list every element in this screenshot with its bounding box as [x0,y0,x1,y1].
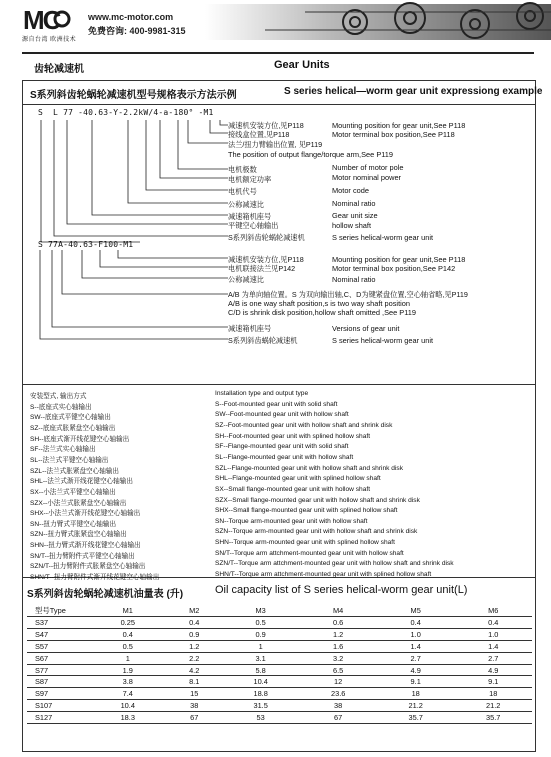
column-header: M1 [89,605,167,617]
mounting-type-en: SF--Flange-mounted gear unit with solid shaft [215,443,349,451]
mounting-type-zh: SZ--底座式胀紧盘空心轴输出 [30,424,116,432]
table-row [27,700,532,712]
logo-subtitle: 源自台湾 欧洲技术 [22,37,77,43]
model-code-example-1: S L 77 -40.63-Y-2.2kW/4-a-180° -M1 [38,108,214,117]
page-title-zh: 齿轮减速机 [34,64,84,75]
oil-value-cell: 67 [167,712,222,724]
model-section-title-en: S series helical—worm gear unit expressiong example [284,86,543,97]
oil-value-cell: 18 [454,688,532,700]
mounting-type-en: SZL--Flange-mounted gear unit with hollow shaft and shrink disk [215,464,404,472]
mounting-type-zh: SF--法兰式实心轴输出 [30,446,96,454]
oil-value-cell: 21.2 [377,700,455,712]
label-zh: 公称减速比 [228,200,264,209]
mounting-type-zh: SL--法兰式平键空心轴输出 [30,456,109,464]
label-zh: 电机极数 [228,165,257,174]
mounting-type-en: SZX--Small flange-mounted gear unit with hollow shaft and shrink disk [215,496,420,504]
label-zh: 减速机安装方位,见P118 [228,255,304,264]
oil-value-cell: 3.1 [222,652,300,664]
mounting-type-zh: SHN/T--扭力臂附件式渐开线花键空心轴输出 [30,574,160,582]
oil-value-cell: 7.4 [89,688,167,700]
column-header: M2 [167,605,222,617]
label-en: Mounting position for gear unit,See P118 [332,121,466,130]
label-en: hollow shaft [332,221,372,230]
oil-value-cell: 2.2 [167,652,222,664]
mounting-type-zh: SHL--法兰式渐开线花键空心轴输出 [30,478,133,486]
mounting-type-en: SHX--Small flange-mounted gear unit with splined hollow shaft [215,507,398,515]
oil-value-cell: 15 [167,688,222,700]
oil-value-cell: 2.7 [454,652,532,664]
mounting-type-en: SL--Flange-mounted gear unit with hollow shaft [215,453,354,461]
mounting-type-zh: 安装型式, 输出方式 [30,393,87,400]
page-title-en: Gear Units [274,59,330,71]
oil-value-cell: 23.6 [299,688,377,700]
column-header: 型号Type [27,605,89,617]
label-en: The position of output flange/torque arm,See P119 [228,150,394,159]
model-cell: S67 [27,652,89,664]
oil-value-cell: 4.2 [167,664,222,676]
oil-value-cell: 1.2 [167,640,222,652]
oil-value-cell: 0.9 [167,628,222,640]
oil-value-cell: 8.1 [167,676,222,688]
website-url[interactable]: www.mc-motor.com [88,12,174,22]
mounting-type-zh: SN--扭力臂式平键空心轴输出 [30,520,117,528]
oil-value-cell: 35.7 [454,712,532,724]
mounting-type-en: SZ--Foot-mounted gear unit with hollow shaft and shrink disk [215,421,393,429]
oil-value-cell: 31.5 [222,700,300,712]
oil-value-cell: 1.6 [299,640,377,652]
table-row [27,688,532,700]
mounting-type-zh: SZX--小法兰式胀紧盘空心轴输出 [30,499,127,507]
oil-value-cell: 1.0 [454,628,532,640]
mounting-type-en: S--Foot-mounted gear unit with solid shaft [215,400,338,408]
label-en: Motor code [332,186,369,195]
phone-number: 免费咨询: 400-9981-315 [88,26,186,36]
oil-value-cell: 1 [89,652,167,664]
oil-value-cell: 6.5 [299,664,377,676]
model-cell: S87 [27,676,89,688]
model-cell: S37 [27,617,89,629]
table-row [27,712,532,724]
model-cell: S97 [27,688,89,700]
label-zh: 电机代号 [228,187,257,196]
mounting-type-zh: SZN/T--扭力臂附件式胀紧盘空心轴输出 [30,563,146,571]
oil-value-cell: 1.2 [299,628,377,640]
mounting-type-en: SHN--Torque arm-mounted gear unit with splined hollow shaft [215,539,395,547]
mounting-type-zh: SH--底座式渐开线花键空心轴输出 [30,435,130,443]
oil-value-cell: 0.4 [167,617,222,629]
oil-table-title-zh: S系列斜齿轮蜗轮减速机油量表 (升) [27,589,184,600]
oil-value-cell: 1.0 [377,628,455,640]
oil-value-cell: 1.4 [377,640,455,652]
mounting-type-zh: SHN--扭力臂式渐开线花键空心轴输出 [30,542,141,550]
oil-value-cell: 38 [299,700,377,712]
oil-value-cell: 18.3 [89,712,167,724]
oil-value-cell: 53 [222,712,300,724]
model-code-example-2: S 77A-40.63-F100-M1 [38,240,134,249]
mounting-type-en: SH--Foot-mounted gear unit with splined hollow shaft [215,432,371,440]
label-zh: S系列斜齿轮蜗轮减速机 [228,233,305,242]
oil-table-title-en: Oil capacity list of S series helical-worm gear unit(L) [215,584,468,596]
oil-value-cell: 9.1 [377,676,455,688]
label-zh: 电机额定功率 [228,175,272,184]
oil-value-cell: 38 [167,700,222,712]
oil-value-cell: 21.2 [454,700,532,712]
label-zh: 法兰/扭力臂输出位置, 见P119 [228,140,323,149]
mounting-type-zh: SZL--法兰式胀紧盘空心轴输出 [30,467,120,475]
model-cell: S77 [27,664,89,676]
mounting-type-en: SX--Small flange-mounted gear unit with hollow shaft [215,485,371,493]
model-cell: S47 [27,628,89,640]
mounting-type-zh: S--底座式实心轴输出 [30,403,92,411]
mounting-type-zh: SN/T--扭力臂附件式平键空心轴输出 [30,552,135,560]
label-zh: 平键空心轴输出 [228,221,279,230]
table-row [27,628,532,640]
oil-value-cell: 0.9 [222,628,300,640]
label-en: Motor nominal power [332,173,402,182]
oil-value-cell: 4.9 [377,664,455,676]
mounting-type-en: SW--Foot-mounted gear unit with hollow shaft [215,411,349,419]
label-en: Versions of gear unit [332,324,400,333]
oil-value-cell: 67 [299,712,377,724]
oil-value-cell: 2.7 [377,652,455,664]
svg-text:MC: MC [23,6,60,32]
model-section-title-zh: S系列斜齿轮蜗轮减速机型号规格表示方法示例 [30,90,237,101]
label-zh: S系列斜齿蜗轮减速机 [228,336,298,345]
oil-value-cell: 0.4 [454,617,532,629]
oil-capacity-table [27,605,532,724]
mounting-type-zh: SW--底座式平键空心轴输出 [30,414,111,422]
label-en: Nominal ratio [332,275,376,284]
oil-value-cell: 9.1 [454,676,532,688]
model-cell: S127 [27,712,89,724]
mounting-type-en: SZN--Torque arm-mounted gear unit with hollow shaft and shrink disk [215,528,418,536]
oil-value-cell: 0.4 [89,628,167,640]
label-en: Mounting position for gear unit,See P118 [332,255,466,264]
oil-value-cell: 10.4 [222,676,300,688]
label-en: Motor terminal box position,See P142 [332,264,456,273]
table-row [27,652,532,664]
mounting-type-en: SN--Torque arm-mounted gear unit with hollow shaft [215,517,368,525]
oil-value-cell: 18 [377,688,455,700]
mounting-type-en: SN/T--Torque arm attchment-mounted gear unit with hollow shaft [215,549,404,557]
mounting-type-en: SZN/T--Torque arm attchment-mounted gear unit with hollow shaft and shrink disk [215,560,454,568]
note-en: A/B is one way shaft position,s is two way shaft position [228,299,410,308]
oil-value-cell: 3.2 [299,652,377,664]
oil-value-cell: 4.9 [454,664,532,676]
table-row [27,676,532,688]
label-en: Nominal ratio [332,199,376,208]
label-zh: 电机联接法兰见P142 [228,264,296,273]
label-zh: 接线盒位置,见P118 [228,130,290,139]
table-row [27,617,532,629]
column-header: M6 [454,605,532,617]
oil-value-cell: 5.8 [222,664,300,676]
mounting-type-zh: SX--小法兰式平键空心轴输出 [30,488,116,496]
oil-value-cell: 1.4 [454,640,532,652]
oil-value-cell: 0.6 [299,617,377,629]
oil-value-cell: 0.25 [89,617,167,629]
mounting-type-zh: SZN--扭力臂式胀紧盘空心轴输出 [30,531,127,539]
oil-value-cell: 3.8 [89,676,167,688]
label-en: S series helical-worm gear unit [332,233,434,242]
oil-value-cell: 1 [222,640,300,652]
label-zh: 减速箱机座号 [228,324,272,333]
label-en: S series helical-worm gear unit [332,336,434,345]
mounting-type-en: Installation type and output type [215,390,309,397]
oil-value-cell: 0.5 [89,640,167,652]
model-cell: S57 [27,640,89,652]
column-header: M5 [377,605,455,617]
oil-value-cell: 1.9 [89,664,167,676]
label-zh: 公称减速比 [228,275,264,284]
label-zh: 减速箱机座号 [228,212,272,221]
label-en: Number of motor pole [332,163,404,172]
label-zh: 减速机安装方位,见P118 [228,121,304,130]
label-en: Motor terminal box position,See P118 [332,130,455,139]
column-header: M3 [222,605,300,617]
oil-value-cell: 35.7 [377,712,455,724]
table-row [27,640,532,652]
column-header: M4 [299,605,377,617]
mounting-type-en: SHN/T--Torque arm attchment-mounted gear unit with splined hollow shaft [215,571,432,579]
oil-value-cell: 0.4 [377,617,455,629]
label-en: Gear unit size [332,211,378,220]
note-en: C/D is shrink disk position,hollow shaft omitted ,See P119 [228,308,417,317]
model-cell: S107 [27,700,89,712]
note-zh: A/B 为单向轴位置。S 为双向输出轴,C、D为键紧盘位置,空心轴省略,见P119 [228,290,468,299]
mounting-type-zh: SHX--小法兰式渐开线花键空心轴输出 [30,510,141,518]
oil-value-cell: 10.4 [89,700,167,712]
oil-value-cell: 0.5 [222,617,300,629]
oil-value-cell: 18.8 [222,688,300,700]
oil-value-cell: 12 [299,676,377,688]
mounting-type-en: SHL--Flange-mounted gear unit with splined hollow shaft [215,475,381,483]
table-row [27,664,532,676]
